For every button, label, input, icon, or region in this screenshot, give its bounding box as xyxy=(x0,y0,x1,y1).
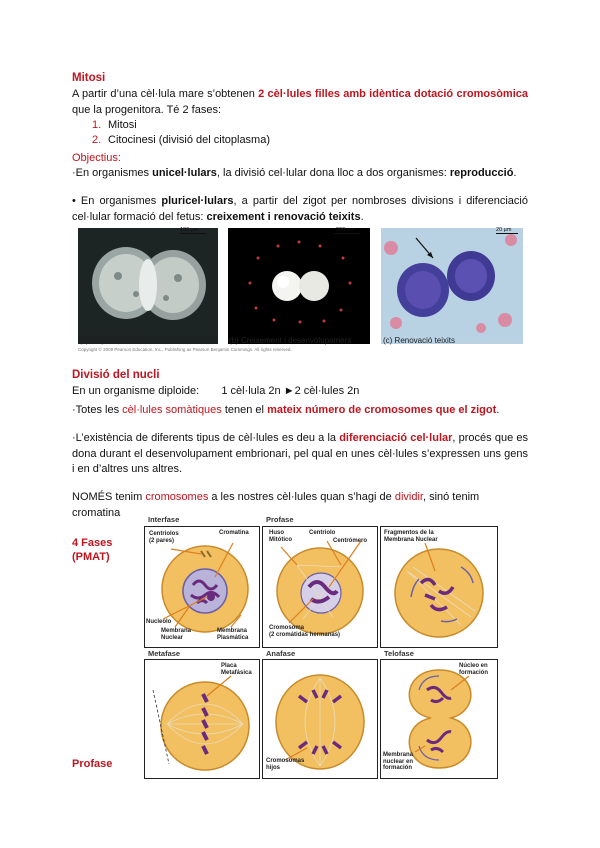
somatiques-mid: tenen el xyxy=(221,404,268,416)
cromosomes-post: , sinó tenim cromatina xyxy=(72,491,480,519)
intro-highlight: 2 cèl·lules filles amb idèntica dotació xyxy=(258,88,454,100)
intro-text-end: que la progenitora. Té 2 fases: xyxy=(72,103,222,116)
diferenciacio-pre: ·L’existència de diferents tipus de cèl·lules es deu a la xyxy=(72,432,340,444)
caption-renovacio: (c) Renovació teixits xyxy=(383,336,456,345)
scale-label-2: 200 µm xyxy=(336,227,355,233)
somatiques-red2: mateix número de cromosomes que el zigot xyxy=(267,404,497,416)
intro-highlight-2: cromosòmica xyxy=(456,88,528,100)
phase-number: 1. xyxy=(92,119,102,131)
cromosomes-red: cromosomes xyxy=(145,491,209,503)
phase-text: Mitosi xyxy=(108,119,137,131)
photo-renovacio xyxy=(381,228,523,344)
interfase-title: Interfase xyxy=(148,515,180,524)
photo-reproduccio xyxy=(78,228,218,344)
obj1-end: . xyxy=(513,167,517,179)
fases-label xyxy=(72,536,112,564)
profase-title: Profase xyxy=(266,515,294,524)
section-title-mitosi: Mitosi xyxy=(72,72,106,84)
diferenciacio-red: diferenciació cel·lular xyxy=(339,432,453,444)
scale-bar-1 xyxy=(180,233,206,234)
fases-label-sub: (PMAT) xyxy=(72,551,110,563)
telofase-title: Telofase xyxy=(384,649,414,658)
scale-label-1: 100 µm xyxy=(180,227,199,233)
diploide-line xyxy=(72,384,528,400)
scale-bar-3 xyxy=(496,233,518,234)
obj1-bold: unicel·lulars xyxy=(152,167,217,179)
phase-item-2 xyxy=(92,133,270,148)
label-cromosoma: Cromosoma (2 cromátidas hermanas) xyxy=(269,625,341,638)
cromosomes-mid: a les nostres cèl·lules quan s’hagi de xyxy=(208,491,395,503)
cromosomes-paragraph xyxy=(72,490,528,521)
mitosi-intro xyxy=(72,87,528,118)
label-centromero: Centrómero xyxy=(333,538,368,544)
profase-bottom-label: Profase xyxy=(72,758,113,770)
photo-copyright: Copyright © 2009 Pearson Education, Inc., Publishing as Pearson Benjamin Cummings. All rights reserved. xyxy=(78,347,292,352)
phase-item-1 xyxy=(92,118,137,133)
intro-text: A partir d’una cèl·lula mare s’obtenen xyxy=(72,88,259,100)
panel-profase xyxy=(262,526,378,648)
label-membrana-plasmatica: Membrana Plasmática xyxy=(217,628,249,641)
obj2-end: . xyxy=(360,210,364,223)
panel-metafase xyxy=(144,659,260,779)
diferenciacio-post: , procés que es dona durant el desenvolupament embrionari, pel qual en unes cèl·lules s’expressen uns gens i en d’altres uns altres. xyxy=(72,432,528,475)
obj2-bold2: creixement i renovació teixits xyxy=(206,210,361,223)
label-placa: Placa Metafásica xyxy=(221,663,252,676)
label-huso: Huso Mitótico xyxy=(269,530,292,543)
obj1-mid: , la divisió cel·lular dona lloc a dos organismes: xyxy=(216,167,450,179)
diploide-value: 1 cèl·lula 2n ►2 cèl·lules 2n xyxy=(221,385,360,397)
objectiu-pluricellulars xyxy=(72,194,528,225)
somatiques-end: . xyxy=(496,404,500,416)
label-centriolo: Centriolo xyxy=(309,530,336,536)
diploide-label: En un organisme diploide: xyxy=(72,385,200,397)
label-membrana-formacion: Membrana nuclear en formación xyxy=(383,752,414,771)
caption-reproduccio: (a) Reproducció xyxy=(79,336,136,345)
panel-anafase xyxy=(262,659,378,779)
obj1-bold2: reproducció xyxy=(449,167,514,179)
somatiques-line xyxy=(72,403,528,419)
label-cromatina: Cromatina xyxy=(219,530,249,536)
metafase-title: Metafase xyxy=(148,649,181,658)
cromosomes-red2: dividir xyxy=(394,491,423,503)
diferenciacio-paragraph xyxy=(72,431,528,478)
objectiu-unicellulars xyxy=(72,166,528,182)
phase-text: Citocinesi (divisió del citoplasma) xyxy=(108,134,271,146)
objectius-label: Objectius: xyxy=(72,152,121,164)
obj2-text: • En organismes xyxy=(72,195,162,207)
label-fragmentos: Fragmentos de la Membrana Nuclear xyxy=(384,530,438,543)
photo-creixement xyxy=(228,228,370,344)
cromosomes-pre: NOMÉS tenim xyxy=(72,491,146,503)
section-title-divisio: Divisió del nucli xyxy=(72,369,160,381)
obj1-text: ·En organismes xyxy=(72,167,153,179)
label-centriolos: Centriolos (2 pares) xyxy=(149,531,179,544)
label-nucleolo: Nucleolo xyxy=(146,619,172,625)
scale-label-3: 20 µm xyxy=(496,227,512,233)
obj2-bold: pluricel·lulars xyxy=(161,195,234,207)
anafase-title: Anafase xyxy=(266,649,296,658)
panel-profase-tardana xyxy=(380,526,498,648)
panel-interfase xyxy=(144,526,260,648)
somatiques-pre: ·Totes les xyxy=(72,404,123,416)
obj2-mid: , a partir del zigot per nombroses divisions i diferenciació cel·lular formació del fetus: xyxy=(72,195,528,223)
caption-creixement: (b) Creixement i desenvolupament xyxy=(229,336,352,345)
label-membrana-nuclear: Membrana Nuclear xyxy=(161,628,192,641)
fases-label-main: 4 Fases xyxy=(72,537,113,549)
somatiques-red: cèl·lules somàtiques xyxy=(122,404,222,416)
label-nucleo-formacion: Núcleo en formación xyxy=(459,663,489,676)
label-cromosomas-hijos: Cromosomas hijos xyxy=(266,758,305,771)
panel-telofase xyxy=(380,659,498,779)
phase-number: 2. xyxy=(92,134,102,146)
scale-bar-2 xyxy=(334,233,360,234)
